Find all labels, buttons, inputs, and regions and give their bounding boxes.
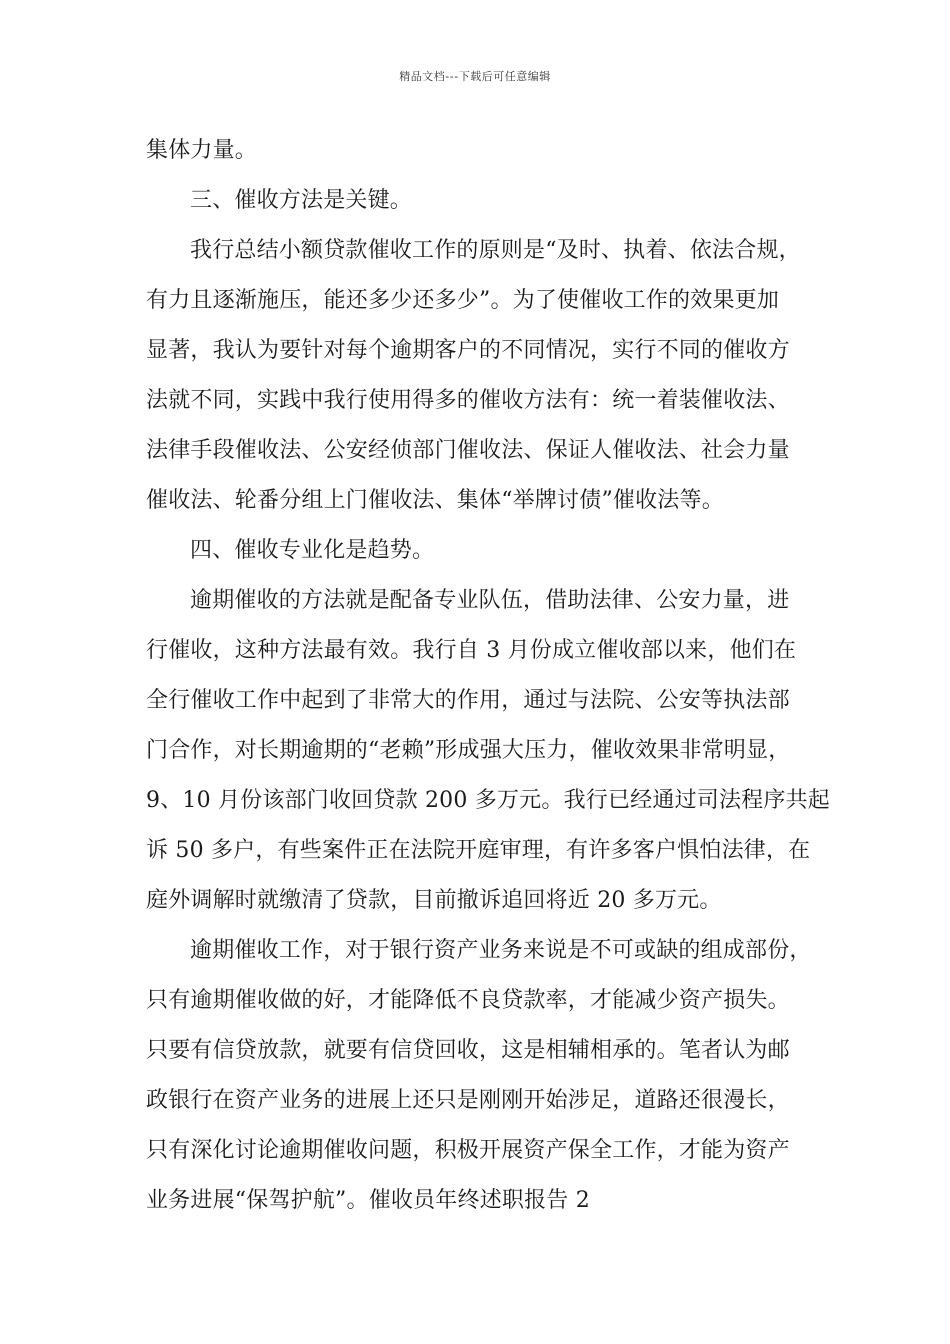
text-line: 诉 50 多户，有些案件正在法院开庭审理，有许多客户惧怕法律，在 [146, 838, 811, 863]
text-line: 只有逾期催收做的好，才能降低不良贷款率，才能减少资产损失。 [146, 988, 790, 1013]
text-line: 法就不同，实践中我行使用得多的催收方法有：统一着装催收法、 [146, 388, 790, 413]
page-header: 精品文档---下载后可任意编辑 [399, 70, 551, 83]
section-heading: 三、催收方法是关键。 [190, 188, 413, 213]
section-heading: 四、催收专业化是趋势。 [190, 538, 435, 563]
text-line: 业务进展“保驾护航”。催收员年终述职报告 2 [146, 1188, 590, 1213]
text-line: 庭外调解时就缴清了贷款，目前撤诉追回将近 20 多万元。 [146, 888, 722, 913]
text-line: 全行催收工作中起到了非常大的作用，通过与法院、公安等执法部 [146, 688, 790, 713]
text-line: 逾期催收的方法就是配备专业队伍，借助法律、公安力量，进 [190, 588, 790, 613]
document-body [146, 126, 830, 1226]
text-line: 催收法、轮番分组上门催收法、集体“举牌讨债”催收法等。 [146, 488, 724, 513]
text-line: 只有深化讨论逾期催收问题，积极开展资产保全工作，才能为资产 [146, 1138, 790, 1163]
text-line: 集体力量。 [146, 138, 258, 163]
text-line: 9、10 月份该部门收回贷款 200 多万元。我行已经通过司法程序共起 [146, 788, 830, 813]
text-line: 我行总结小额贷款催收工作的原则是“及时、执着、依法合规， [190, 238, 801, 263]
text-line: 显著，我认为要针对每个逾期客户的不同情况，实行不同的催收方 [146, 338, 790, 363]
text-line: 只要有信贷放款，就要有信贷回收，这是相辅相承的。笔者认为邮 [146, 1038, 790, 1063]
text-line: 有力且逐渐施压，能还多少还多少”。为了使催收工作的效果更加 [146, 288, 780, 313]
text-line: 政银行在资产业务的进展上还只是刚刚开始涉足，道路还很漫长， [146, 1088, 790, 1113]
text-line: 法律手段催收法、公安经侦部门催收法、保证人催收法、社会力量 [146, 438, 790, 463]
text-line: 行催收，这种方法最有效。我行自 3 月份成立催收部以来，他们在 [146, 638, 797, 663]
text-line: 逾期催收工作，对于银行资产业务来说是不可或缺的组成部份， [190, 938, 812, 963]
text-line: 门合作，对长期逾期的“老赖”形成强大压力，催收效果非常明显， [146, 738, 791, 763]
